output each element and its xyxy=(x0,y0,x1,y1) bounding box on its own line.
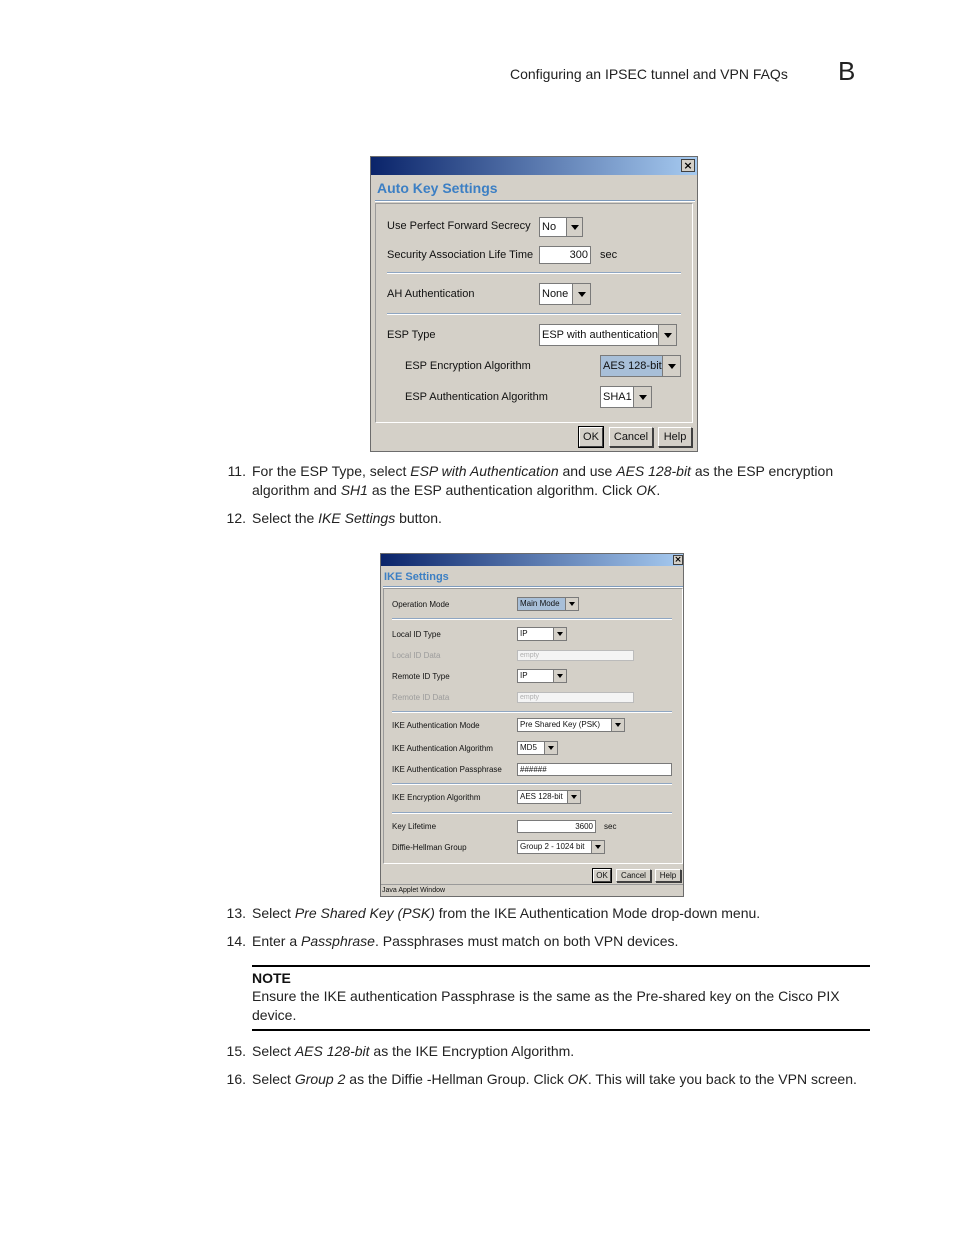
chevron-down-icon xyxy=(567,791,580,803)
running-header-title: Configuring an IPSEC tunnel and VPN FAQs xyxy=(510,66,788,82)
section-divider xyxy=(392,618,672,620)
ike-auth-algorithm-select-value: MD5 xyxy=(520,743,537,752)
pfs-select[interactable] xyxy=(539,217,583,237)
remote-id-data-input[interactable]: empty xyxy=(517,692,634,703)
esp-auth-label: ESP Authentication Algorithm xyxy=(405,391,548,403)
cancel-button[interactable]: Cancel xyxy=(609,427,653,447)
cancel-button[interactable]: Cancel xyxy=(616,869,651,882)
dialog-titlebar xyxy=(381,554,683,566)
local-id-data-label: Local ID Data xyxy=(392,651,441,660)
dh-group-label: Diffie-Hellman Group xyxy=(392,843,467,852)
dialog-heading: IKE Settings xyxy=(384,571,449,583)
chevron-down-icon xyxy=(658,325,676,345)
chevron-down-icon xyxy=(544,742,557,754)
step-number: 13. xyxy=(226,905,246,921)
chevron-down-icon xyxy=(611,719,624,731)
ike-encryption-algorithm-select-value: AES 128-bit xyxy=(520,792,563,801)
chevron-down-icon xyxy=(572,284,590,304)
chevron-down-icon xyxy=(565,598,578,610)
chevron-down-icon xyxy=(662,356,680,376)
dialog-heading: Auto Key Settings xyxy=(377,180,498,196)
operation-mode-select-value: Main Mode xyxy=(518,598,565,610)
esp-type-select-value: ESP with authentication xyxy=(542,329,658,341)
ike-encryption-algorithm-select[interactable] xyxy=(517,790,581,804)
remote-id-type-select[interactable] xyxy=(517,669,567,683)
ike-auth-mode-label: IKE Authentication Mode xyxy=(392,721,480,730)
close-icon[interactable]: × xyxy=(674,555,682,565)
step-number: 15. xyxy=(226,1043,246,1059)
chevron-down-icon xyxy=(566,218,582,236)
ike-auth-mode-select-value: Pre Shared Key (PSK) xyxy=(520,720,601,729)
step-number: 12. xyxy=(226,510,246,526)
ok-button[interactable]: OK xyxy=(579,427,603,447)
chevron-down-icon xyxy=(591,841,604,853)
section-divider xyxy=(387,313,681,315)
ike-encryption-algorithm-label: IKE Encryption Algorithm xyxy=(392,793,481,802)
key-lifetime-label: Key Lifetime xyxy=(392,822,437,831)
chevron-down-icon xyxy=(553,670,566,682)
section-divider xyxy=(392,711,672,713)
ok-button[interactable]: OK xyxy=(593,869,611,882)
esp-encryption-label: ESP Encryption Algorithm xyxy=(405,360,531,372)
pfs-label: Use Perfect Forward Secrecy xyxy=(387,220,531,232)
esp-auth-select[interactable] xyxy=(600,386,652,408)
remote-id-type-label: Remote ID Type xyxy=(392,672,450,681)
java-applet-status: Java Applet Window xyxy=(381,884,683,896)
section-divider xyxy=(392,783,672,785)
esp-encryption-select[interactable] xyxy=(600,355,681,377)
ah-auth-select-value: None xyxy=(542,288,569,300)
appendix-letter: B xyxy=(838,56,856,86)
step-text: Enter a Passphrase. Passphrases must match on both VPN devices. xyxy=(252,933,679,949)
step-text: Select AES 128-bit as the IKE Encryption Algorithm. xyxy=(252,1043,575,1059)
dh-group-select[interactable] xyxy=(517,840,605,854)
local-id-type-select[interactable] xyxy=(517,627,567,641)
operation-mode-label: Operation Mode xyxy=(392,600,450,609)
chevron-down-icon xyxy=(633,387,651,407)
section-divider xyxy=(392,812,672,814)
key-lifetime-unit: sec xyxy=(604,822,617,831)
ike-settings-dialog xyxy=(380,553,684,897)
ah-auth-select[interactable] xyxy=(539,283,591,305)
dh-group-select-value: Group 2 - 1024 bit xyxy=(520,842,585,851)
operation-mode-select[interactable] xyxy=(517,597,579,611)
chevron-down-icon xyxy=(553,628,566,640)
ah-auth-label: AH Authentication xyxy=(387,288,475,300)
local-id-type-label: Local ID Type xyxy=(392,630,441,639)
esp-auth-select-value: SHA1 xyxy=(603,391,632,403)
dialog-titlebar xyxy=(371,157,697,175)
step-number: 11. xyxy=(227,463,246,479)
ike-auth-algorithm-label: IKE Authentication Algorithm xyxy=(392,744,493,753)
close-icon[interactable]: × xyxy=(681,159,695,172)
pfs-select-value: No xyxy=(542,221,557,233)
sa-lifetime-input[interactable]: 300 xyxy=(539,246,591,264)
sa-lifetime-unit: sec xyxy=(600,249,618,261)
step-number: 16. xyxy=(226,1071,246,1087)
esp-encryption-select-value: AES 128-bit xyxy=(601,356,662,376)
help-button[interactable]: Help xyxy=(658,427,692,447)
esp-type-label: ESP Type xyxy=(387,329,436,341)
local-id-type-select-value: IP xyxy=(520,629,528,638)
step-number: 14. xyxy=(226,933,246,949)
note-title: NOTE xyxy=(252,970,291,986)
step-text: For the ESP Type, select ESP with Authentication and use AES 128-bit as the ESP encryption algorithm and SH1 as the ESP authentication algorithm. Click OK. xyxy=(252,463,834,498)
remote-id-type-select-value: IP xyxy=(520,671,528,680)
step-text: Select Pre Shared Key (PSK) from the IKE Authentication Mode drop-down menu. xyxy=(252,905,761,921)
ike-passphrase-input[interactable]: ###### xyxy=(517,763,672,776)
auto-key-settings-dialog xyxy=(370,156,698,452)
ike-passphrase-label: IKE Authentication Passphrase xyxy=(392,765,502,774)
sa-lifetime-label: Security Association Life Time xyxy=(387,249,534,261)
step-text: Select Group 2 as the Diffie -Hellman Group. Click OK. This will take you back to the VPN screen. xyxy=(252,1071,857,1087)
remote-id-data-label: Remote ID Data xyxy=(392,693,450,702)
esp-type-select[interactable] xyxy=(539,324,677,346)
help-button[interactable]: Help xyxy=(655,869,681,882)
heading-divider xyxy=(375,200,695,202)
ike-auth-mode-select[interactable] xyxy=(517,718,625,732)
note-top-rule xyxy=(252,965,870,967)
note-body: Ensure the IKE authentication Passphrase is the same as the Pre-shared key on the Cisco PIX device. xyxy=(252,988,840,1023)
key-lifetime-input[interactable]: 3600 xyxy=(517,820,596,833)
note-bottom-rule xyxy=(252,1029,870,1031)
ike-auth-algorithm-select[interactable] xyxy=(517,741,558,755)
local-id-data-input[interactable]: empty xyxy=(517,650,634,661)
step-text: Select the IKE Settings button. xyxy=(252,510,442,526)
section-divider xyxy=(387,272,681,274)
